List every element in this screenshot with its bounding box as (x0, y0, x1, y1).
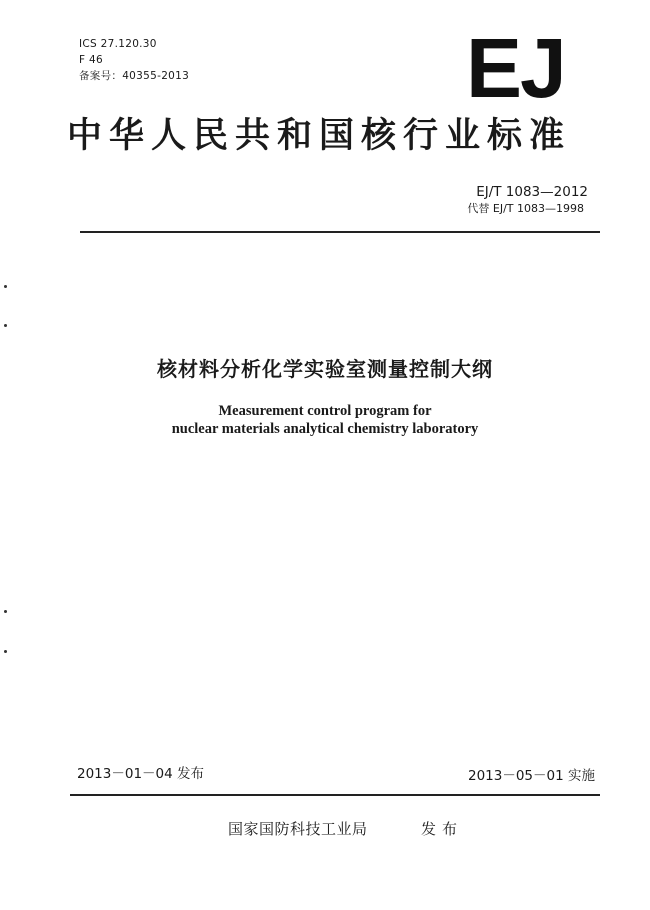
scan-speck (4, 324, 7, 327)
ej-logo: EJ (466, 21, 565, 115)
scan-speck (4, 610, 7, 613)
issue-label: 发布 (421, 820, 464, 838)
document-title-english-line1: Measurement control program for (218, 403, 432, 419)
header-divider (80, 231, 600, 233)
ics-code: ICS 27.120.30 (79, 38, 157, 50)
implementation-date: 2013－05－01 实施 (467, 768, 595, 784)
replaces-standard: 代替 EJ/T 1083—1998 (467, 202, 584, 215)
standard-category-title: 中华人民共和国核行业标准 (67, 116, 572, 156)
ccs-code: F 46 (79, 54, 103, 66)
issue-date: 2013－01－04 发布 (77, 766, 205, 782)
document-title-chinese: 核材料分析化学实验室测量控制大纲 (157, 357, 493, 381)
standard-number: EJ/T 1083—2012 (476, 184, 588, 200)
scan-speck (4, 650, 7, 653)
filing-number: 备案号：40355-2013 (79, 70, 190, 82)
issuing-authority: 国家国防科技工业局 (228, 820, 368, 838)
scan-speck (4, 285, 7, 288)
document-title-english-line2: nuclear materials analytical chemistry laboratory (171, 421, 479, 437)
footer-divider (70, 794, 600, 796)
